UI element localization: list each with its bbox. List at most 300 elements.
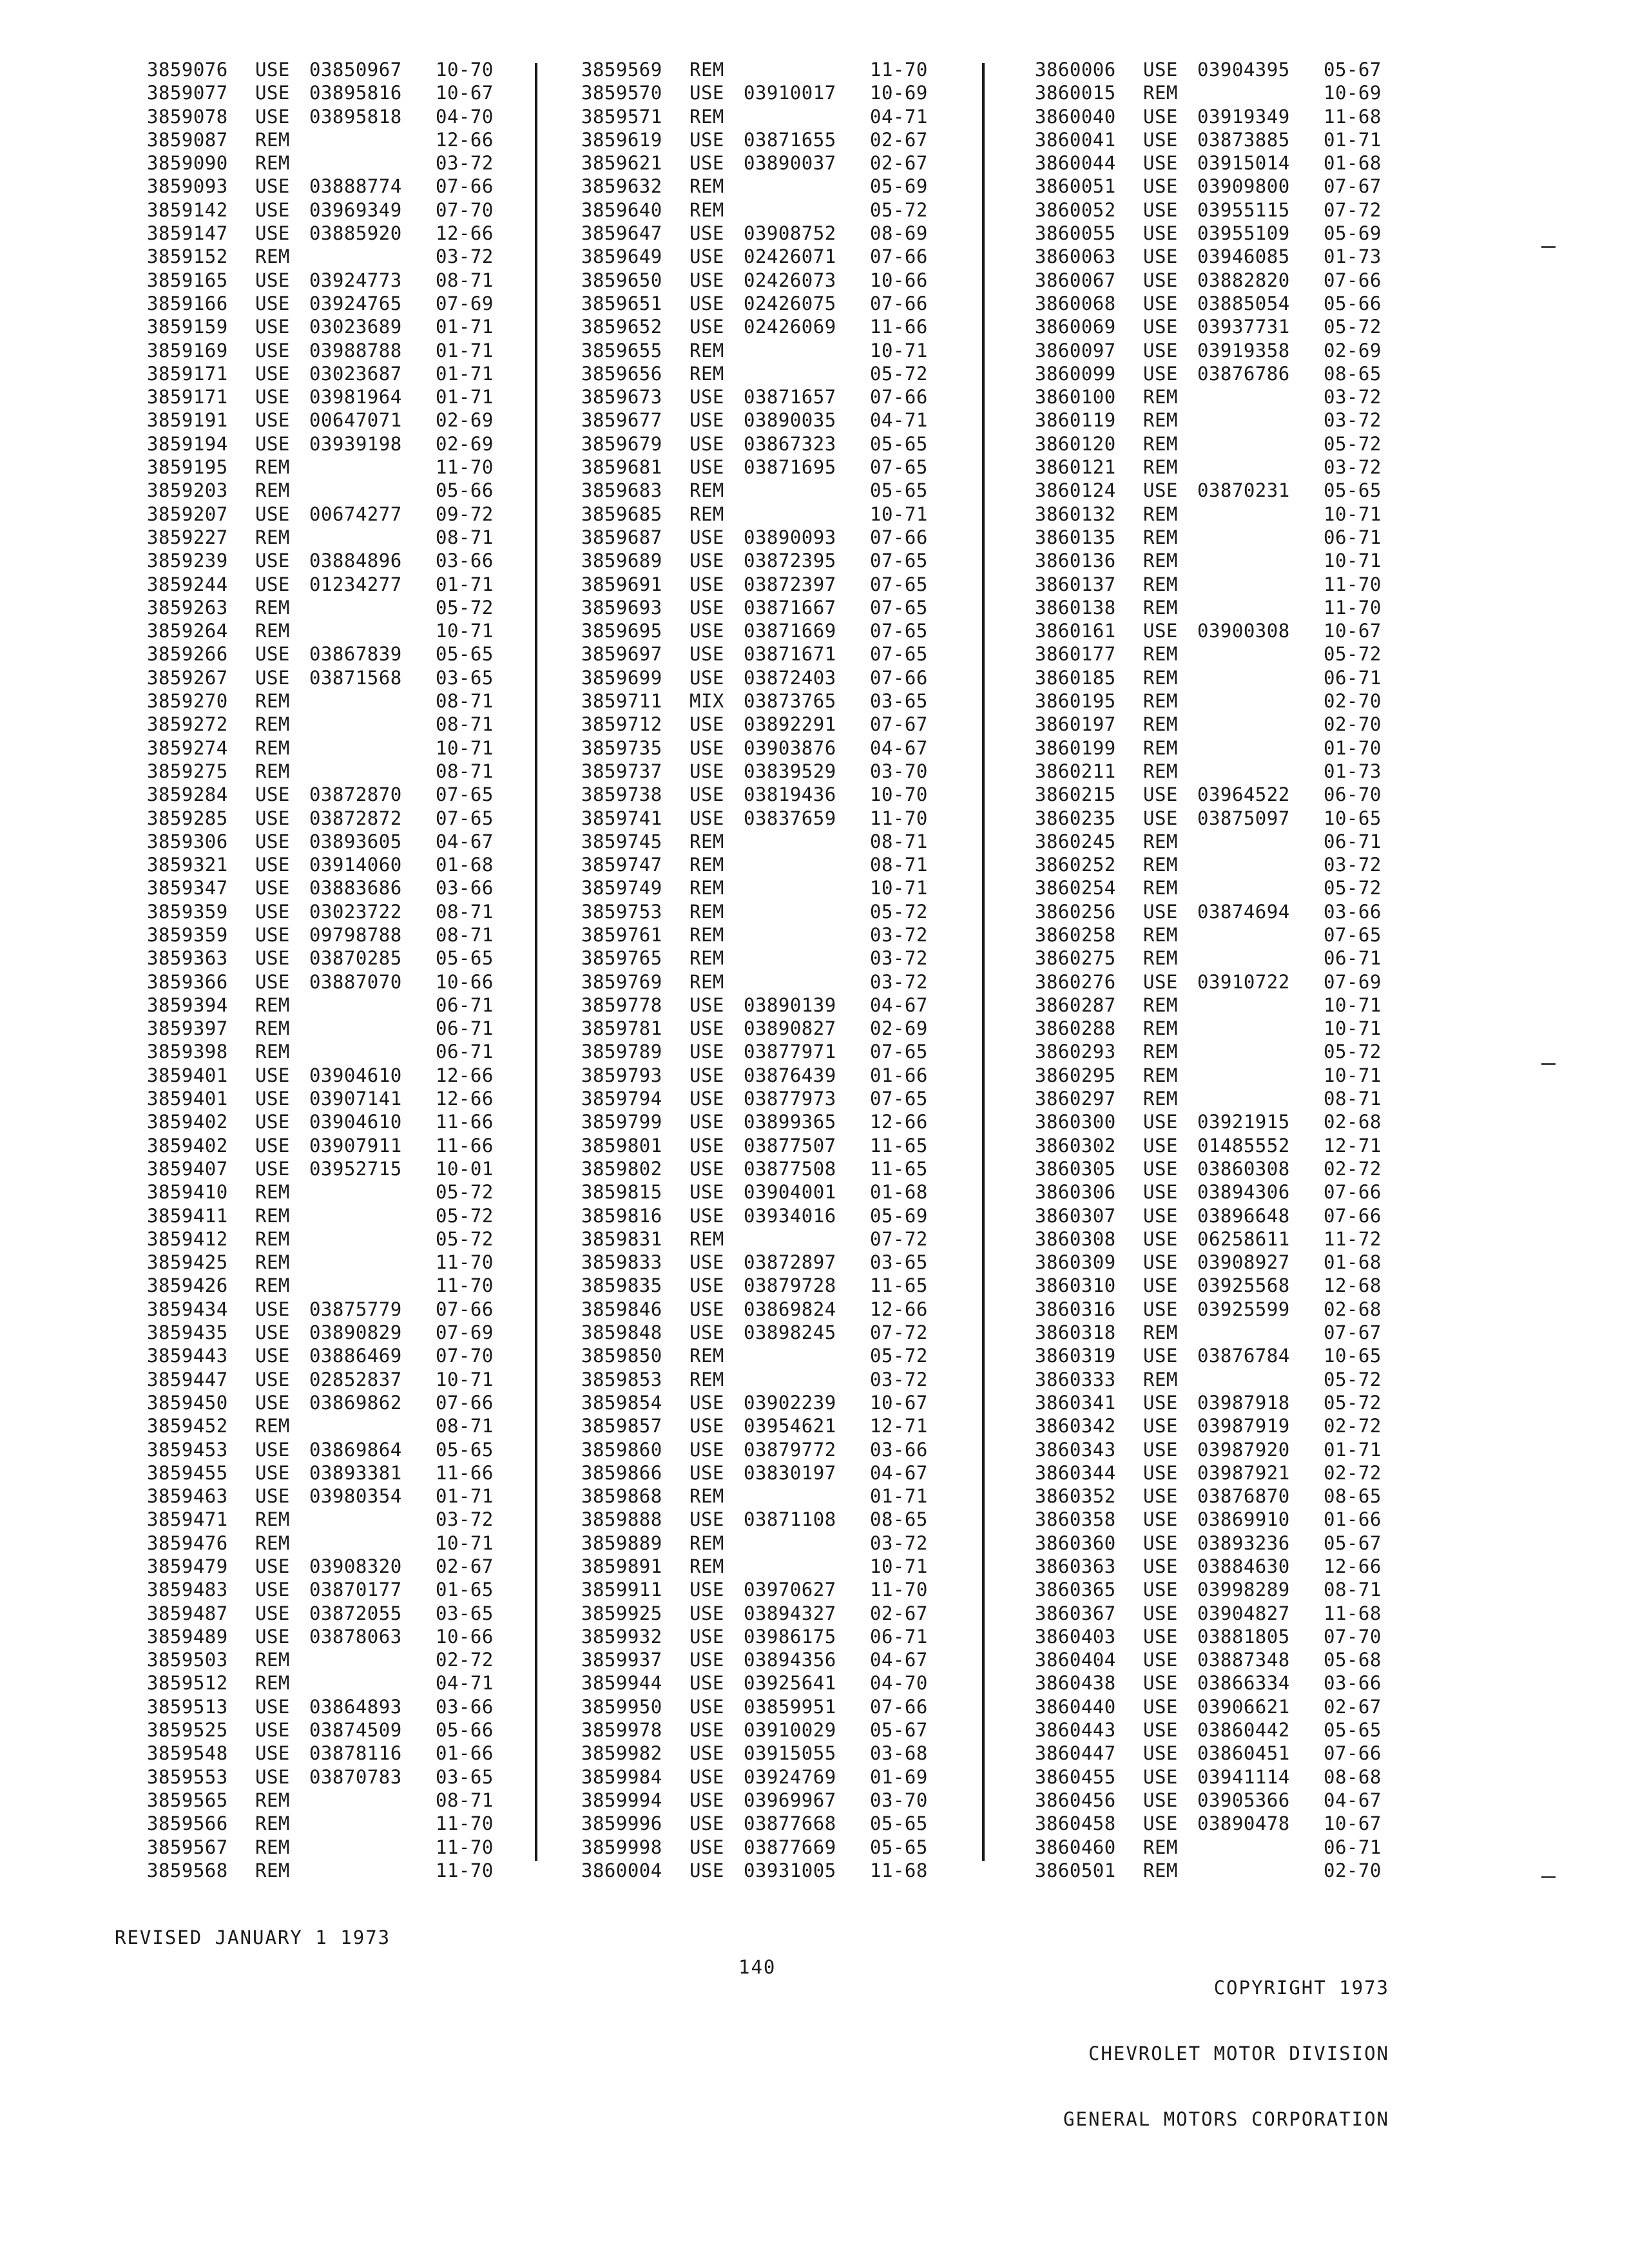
effective-date: 03-66 bbox=[436, 877, 494, 899]
action-code: USE bbox=[689, 1672, 724, 1695]
effective-date: 04-67 bbox=[870, 994, 928, 1016]
parts-row bbox=[1035, 1344, 1473, 1367]
parts-row bbox=[147, 269, 585, 292]
effective-date: 06-71 bbox=[1324, 666, 1382, 689]
replacement-part: 00647071 bbox=[309, 409, 402, 432]
replacement-part: 03919358 bbox=[1197, 339, 1290, 361]
parts-row bbox=[147, 408, 585, 432]
action-code: USE bbox=[1143, 1719, 1178, 1742]
action-code: REM bbox=[255, 456, 290, 479]
effective-date: 10-67 bbox=[436, 82, 494, 104]
part-number: 3859077 bbox=[147, 82, 228, 104]
effective-date: 07-72 bbox=[870, 1227, 928, 1250]
parts-row bbox=[147, 1227, 585, 1251]
effective-date: 02-70 bbox=[1324, 690, 1382, 713]
part-number: 3860305 bbox=[1035, 1157, 1116, 1180]
action-code: USE bbox=[1143, 1415, 1178, 1437]
part-number: 3859911 bbox=[581, 1579, 662, 1601]
parts-row bbox=[581, 1578, 1019, 1601]
parts-row bbox=[147, 1251, 585, 1274]
replacement-part: 03878116 bbox=[309, 1742, 402, 1765]
part-number: 3859996 bbox=[581, 1812, 662, 1835]
parts-row bbox=[147, 362, 585, 385]
parts-row bbox=[1035, 151, 1473, 175]
action-code: USE bbox=[1143, 1204, 1178, 1227]
part-number: 3860288 bbox=[1035, 1017, 1116, 1040]
part-number: 3859090 bbox=[147, 152, 228, 175]
effective-date: 01-71 bbox=[436, 316, 494, 338]
replacement-part: 03878063 bbox=[309, 1625, 402, 1648]
effective-date: 05-72 bbox=[1324, 316, 1382, 338]
action-code: REM bbox=[689, 900, 724, 923]
action-code: USE bbox=[689, 1719, 724, 1742]
effective-date: 03-70 bbox=[870, 1789, 928, 1811]
copyright-line: COPYRIGHT 1973 bbox=[1213, 1977, 1389, 1999]
parts-row bbox=[581, 479, 1019, 502]
parts-row bbox=[147, 151, 585, 175]
parts-row bbox=[1035, 1180, 1473, 1204]
effective-date: 03-72 bbox=[870, 1532, 928, 1554]
part-number: 3859651 bbox=[581, 292, 662, 314]
part-number: 3859712 bbox=[581, 713, 662, 736]
part-number: 3859264 bbox=[147, 620, 228, 642]
replacement-part: 03904001 bbox=[744, 1181, 836, 1204]
part-number: 3860069 bbox=[1035, 316, 1116, 338]
replacement-part: 03937731 bbox=[1197, 316, 1290, 338]
action-code: USE bbox=[255, 222, 290, 245]
part-number: 3860041 bbox=[1035, 128, 1116, 151]
action-code: REM bbox=[689, 923, 724, 946]
part-number: 3860342 bbox=[1035, 1415, 1116, 1437]
effective-date: 03-66 bbox=[1324, 900, 1382, 923]
effective-date: 11-65 bbox=[870, 1134, 928, 1157]
replacement-part: 03908927 bbox=[1197, 1251, 1290, 1274]
effective-date: 07-66 bbox=[870, 292, 928, 314]
part-number: 3860099 bbox=[1035, 362, 1116, 385]
part-number: 3859270 bbox=[147, 690, 228, 713]
parts-row bbox=[1035, 596, 1473, 619]
replacement-part: 03879728 bbox=[744, 1274, 836, 1297]
part-number: 3860055 bbox=[1035, 222, 1116, 245]
action-code: USE bbox=[1143, 783, 1178, 806]
part-number: 3859994 bbox=[581, 1789, 662, 1811]
effective-date: 07-66 bbox=[436, 1298, 494, 1320]
action-code: USE bbox=[689, 1836, 724, 1858]
effective-date: 11-70 bbox=[436, 1836, 494, 1858]
parts-row bbox=[581, 128, 1019, 151]
replacement-part: 03890478 bbox=[1197, 1812, 1290, 1835]
part-number: 3859656 bbox=[581, 362, 662, 385]
parts-row bbox=[147, 1789, 585, 1812]
part-number: 3859566 bbox=[147, 1812, 228, 1835]
parts-column-1 bbox=[147, 58, 585, 1882]
parts-row bbox=[1035, 1064, 1473, 1087]
effective-date: 10-66 bbox=[870, 269, 928, 291]
replacement-part: 03910017 bbox=[744, 82, 836, 104]
parts-row bbox=[1035, 853, 1473, 876]
replacement-part: 03830197 bbox=[744, 1461, 836, 1484]
replacement-part: 03876786 bbox=[1197, 362, 1290, 385]
part-number: 3859548 bbox=[147, 1742, 228, 1765]
part-number: 3860276 bbox=[1035, 970, 1116, 993]
action-code: USE bbox=[1143, 807, 1178, 829]
part-number: 3859846 bbox=[581, 1298, 662, 1320]
action-code: REM bbox=[1143, 596, 1178, 619]
effective-date: 07-67 bbox=[1324, 1321, 1382, 1344]
replacement-part: 03875097 bbox=[1197, 807, 1290, 829]
parts-row bbox=[581, 1251, 1019, 1274]
action-code: USE bbox=[1143, 1391, 1178, 1414]
part-number: 3860135 bbox=[1035, 526, 1116, 548]
part-number: 3859789 bbox=[581, 1041, 662, 1063]
replacement-part: 03864893 bbox=[309, 1695, 402, 1718]
action-code: USE bbox=[255, 1719, 290, 1742]
replacement-part: 03915014 bbox=[1197, 152, 1290, 175]
part-number: 3859087 bbox=[147, 128, 228, 151]
replacement-part: 03905366 bbox=[1197, 1789, 1290, 1811]
parts-row bbox=[581, 1859, 1019, 1882]
effective-date: 10-71 bbox=[870, 503, 928, 525]
effective-date: 01-66 bbox=[1324, 1508, 1382, 1531]
action-code: REM bbox=[255, 1789, 290, 1811]
effective-date: 12-71 bbox=[870, 1415, 928, 1437]
parts-row bbox=[581, 1485, 1019, 1508]
effective-date: 05-72 bbox=[870, 362, 928, 385]
parts-row bbox=[581, 58, 1019, 81]
effective-date: 03-65 bbox=[436, 666, 494, 689]
replacement-part: 03869910 bbox=[1197, 1508, 1290, 1531]
replacement-part: 03904827 bbox=[1197, 1602, 1290, 1624]
effective-date: 04-71 bbox=[436, 1672, 494, 1695]
parts-row bbox=[581, 1695, 1019, 1718]
part-number: 3859152 bbox=[147, 245, 228, 268]
effective-date: 10-71 bbox=[1324, 503, 1382, 525]
parts-row bbox=[147, 1812, 585, 1835]
replacement-part: 03819436 bbox=[744, 783, 836, 806]
replacement-part: 03871108 bbox=[744, 1508, 836, 1531]
effective-date: 11-66 bbox=[436, 1134, 494, 1157]
parts-row bbox=[147, 760, 585, 783]
parts-row bbox=[147, 573, 585, 596]
parts-row bbox=[581, 830, 1019, 853]
effective-date: 01-71 bbox=[436, 339, 494, 361]
effective-date: 10-65 bbox=[1324, 1345, 1382, 1367]
replacement-part: 02426069 bbox=[744, 316, 836, 338]
replacement-part: 03882820 bbox=[1197, 269, 1290, 291]
effective-date: 03-72 bbox=[1324, 409, 1382, 432]
part-number: 3860258 bbox=[1035, 923, 1116, 946]
replacement-part: 03900308 bbox=[1197, 620, 1290, 642]
parts-row bbox=[1035, 269, 1473, 292]
part-number: 3859932 bbox=[581, 1625, 662, 1648]
parts-row bbox=[147, 1134, 585, 1157]
effective-date: 02-72 bbox=[1324, 1415, 1382, 1437]
action-code: USE bbox=[255, 573, 290, 595]
effective-date: 12-66 bbox=[870, 1111, 928, 1133]
effective-date: 10-71 bbox=[870, 877, 928, 899]
action-code: REM bbox=[1143, 1368, 1178, 1390]
effective-date: 07-66 bbox=[870, 666, 928, 689]
part-number: 3860319 bbox=[1035, 1345, 1116, 1367]
action-code: USE bbox=[689, 1181, 724, 1204]
part-number: 3859769 bbox=[581, 970, 662, 993]
part-number: 3859565 bbox=[147, 1789, 228, 1811]
replacement-part: 03872055 bbox=[309, 1602, 402, 1624]
parts-row bbox=[1035, 1110, 1473, 1133]
part-number: 3859483 bbox=[147, 1579, 228, 1601]
part-number: 3859982 bbox=[581, 1742, 662, 1765]
parts-row bbox=[1035, 1789, 1473, 1812]
replacement-part: 03919349 bbox=[1197, 105, 1290, 128]
parts-row bbox=[147, 923, 585, 947]
action-code: USE bbox=[689, 1321, 724, 1344]
action-code: REM bbox=[1143, 526, 1178, 548]
action-code: USE bbox=[255, 1345, 290, 1367]
effective-date: 07-70 bbox=[1324, 1625, 1382, 1648]
parts-row bbox=[147, 619, 585, 642]
part-number: 3859650 bbox=[581, 269, 662, 291]
part-number: 3860063 bbox=[1035, 245, 1116, 268]
part-number: 3859284 bbox=[147, 783, 228, 806]
part-number: 3859227 bbox=[147, 526, 228, 548]
part-number: 3859833 bbox=[581, 1251, 662, 1274]
action-code: USE bbox=[689, 736, 724, 759]
effective-date: 02-69 bbox=[1324, 339, 1382, 361]
action-code: REM bbox=[1143, 666, 1178, 689]
action-code: USE bbox=[255, 59, 290, 81]
parts-row bbox=[147, 830, 585, 853]
action-code: USE bbox=[1143, 1649, 1178, 1671]
effective-date: 07-66 bbox=[1324, 269, 1382, 291]
part-number: 3860121 bbox=[1035, 456, 1116, 479]
parts-row bbox=[147, 1695, 585, 1718]
replacement-part: 02426073 bbox=[744, 269, 836, 291]
parts-row bbox=[147, 1204, 585, 1227]
parts-row bbox=[581, 1321, 1019, 1344]
part-number: 3859978 bbox=[581, 1719, 662, 1742]
replacement-part: 01234277 bbox=[309, 573, 402, 595]
effective-date: 01-70 bbox=[1324, 736, 1382, 759]
replacement-part: 03987921 bbox=[1197, 1461, 1290, 1484]
effective-date: 10-71 bbox=[1324, 994, 1382, 1016]
parts-row bbox=[147, 1344, 585, 1367]
action-code: REM bbox=[1143, 1088, 1178, 1110]
part-number: 3860044 bbox=[1035, 152, 1116, 175]
part-number: 3860120 bbox=[1035, 432, 1116, 455]
part-number: 3859306 bbox=[147, 830, 228, 852]
effective-date: 03-65 bbox=[870, 1251, 928, 1274]
action-code: USE bbox=[689, 1742, 724, 1765]
parts-row bbox=[1035, 339, 1473, 362]
action-code: USE bbox=[689, 1111, 724, 1133]
part-number: 3860455 bbox=[1035, 1765, 1116, 1788]
part-number: 3859471 bbox=[147, 1508, 228, 1531]
parts-row bbox=[1035, 1368, 1473, 1391]
part-number: 3859677 bbox=[581, 409, 662, 432]
effective-date: 07-66 bbox=[870, 1695, 928, 1718]
part-number: 3859203 bbox=[147, 479, 228, 502]
action-code: REM bbox=[255, 690, 290, 713]
action-code: USE bbox=[255, 1298, 290, 1320]
effective-date: 08-69 bbox=[870, 222, 928, 245]
parts-row bbox=[581, 1134, 1019, 1157]
part-number: 3860447 bbox=[1035, 1742, 1116, 1765]
part-number: 3859479 bbox=[147, 1555, 228, 1577]
action-code: USE bbox=[255, 877, 290, 899]
part-number: 3859868 bbox=[581, 1485, 662, 1508]
replacement-part: 03874694 bbox=[1197, 900, 1290, 923]
parts-row bbox=[581, 783, 1019, 806]
effective-date: 08-68 bbox=[1324, 1765, 1382, 1788]
effective-date: 07-69 bbox=[1324, 970, 1382, 993]
action-code: REM bbox=[689, 503, 724, 525]
replacement-part: 03871695 bbox=[744, 456, 836, 479]
parts-row bbox=[581, 1414, 1019, 1437]
parts-column-3 bbox=[1035, 58, 1473, 1882]
parts-row bbox=[1035, 1718, 1473, 1742]
parts-row bbox=[147, 713, 585, 736]
effective-date: 01-66 bbox=[870, 1064, 928, 1086]
action-code: USE bbox=[1143, 479, 1178, 502]
part-number: 3860293 bbox=[1035, 1041, 1116, 1063]
action-code: USE bbox=[255, 503, 290, 525]
parts-row bbox=[147, 596, 585, 619]
parts-row bbox=[581, 1648, 1019, 1671]
part-number: 3859402 bbox=[147, 1111, 228, 1133]
part-number: 3859401 bbox=[147, 1064, 228, 1086]
replacement-part: 03893381 bbox=[309, 1461, 402, 1484]
effective-date: 07-70 bbox=[436, 1345, 494, 1367]
part-number: 3859142 bbox=[147, 198, 228, 221]
parts-row bbox=[1035, 456, 1473, 479]
effective-date: 10-71 bbox=[436, 1368, 494, 1390]
action-code: REM bbox=[1143, 1859, 1178, 1881]
action-code: REM bbox=[689, 1227, 724, 1250]
action-code: USE bbox=[1143, 292, 1178, 314]
effective-date: 07-65 bbox=[870, 1041, 928, 1063]
action-code: REM bbox=[689, 1485, 724, 1508]
effective-date: 12-66 bbox=[870, 1298, 928, 1320]
action-code: USE bbox=[689, 994, 724, 1016]
part-number: 3860363 bbox=[1035, 1555, 1116, 1577]
parts-row bbox=[1035, 408, 1473, 432]
effective-date: 10-71 bbox=[1324, 1064, 1382, 1086]
parts-row bbox=[147, 1110, 585, 1133]
parts-row bbox=[1035, 1508, 1473, 1531]
parts-row bbox=[1035, 830, 1473, 853]
replacement-part: 03877668 bbox=[744, 1812, 836, 1835]
action-code: REM bbox=[1143, 1017, 1178, 1040]
action-code: USE bbox=[689, 807, 724, 829]
parts-row bbox=[147, 432, 585, 456]
action-code: USE bbox=[689, 1789, 724, 1811]
effective-date: 03-68 bbox=[870, 1742, 928, 1765]
part-number: 3859848 bbox=[581, 1321, 662, 1344]
parts-row bbox=[147, 1765, 585, 1789]
effective-date: 01-68 bbox=[1324, 152, 1382, 175]
part-number: 3859681 bbox=[581, 456, 662, 479]
effective-date: 05-65 bbox=[870, 1812, 928, 1835]
effective-date: 05-72 bbox=[436, 1227, 494, 1250]
action-code: USE bbox=[689, 386, 724, 408]
replacement-part: 03952715 bbox=[309, 1157, 402, 1180]
parts-row bbox=[581, 1274, 1019, 1297]
effective-date: 02-69 bbox=[436, 409, 494, 432]
parts-row bbox=[581, 994, 1019, 1017]
action-code: REM bbox=[255, 1812, 290, 1835]
action-code: REM bbox=[255, 713, 290, 736]
parts-row bbox=[1035, 900, 1473, 923]
action-code: USE bbox=[255, 105, 290, 128]
replacement-part: 03924773 bbox=[309, 269, 402, 291]
effective-date: 02-67 bbox=[436, 1555, 494, 1577]
action-code: USE bbox=[689, 620, 724, 642]
copyright-line: CHEVROLET MOTOR DIVISION bbox=[1088, 2042, 1389, 2064]
action-code: USE bbox=[1143, 339, 1178, 361]
action-code: USE bbox=[689, 1251, 724, 1274]
part-number: 3860161 bbox=[1035, 620, 1116, 642]
parts-row bbox=[147, 1836, 585, 1859]
parts-row bbox=[581, 222, 1019, 245]
parts-row bbox=[1035, 876, 1473, 899]
action-code: USE bbox=[1143, 1298, 1178, 1320]
part-number: 3859359 bbox=[147, 900, 228, 923]
part-number: 3860501 bbox=[1035, 1859, 1116, 1881]
effective-date: 08-71 bbox=[870, 830, 928, 852]
part-number: 3859735 bbox=[581, 736, 662, 759]
action-code: USE bbox=[255, 1602, 290, 1624]
effective-date: 07-66 bbox=[870, 386, 928, 408]
parts-row bbox=[581, 1298, 1019, 1321]
action-code: USE bbox=[689, 760, 724, 782]
effective-date: 05-72 bbox=[436, 1181, 494, 1204]
part-number: 3859741 bbox=[581, 807, 662, 829]
parts-row bbox=[581, 1064, 1019, 1087]
effective-date: 10-71 bbox=[870, 1555, 928, 1577]
parts-row bbox=[581, 362, 1019, 385]
action-code: USE bbox=[1143, 105, 1178, 128]
action-code: USE bbox=[1143, 1461, 1178, 1484]
part-number: 3860360 bbox=[1035, 1532, 1116, 1554]
replacement-part: 03839529 bbox=[744, 760, 836, 782]
effective-date: 03-72 bbox=[436, 1508, 494, 1531]
action-code: REM bbox=[1143, 877, 1178, 899]
parts-row bbox=[581, 408, 1019, 432]
parts-row bbox=[1035, 1157, 1473, 1180]
part-number: 3860275 bbox=[1035, 947, 1116, 970]
part-number: 3859655 bbox=[581, 339, 662, 361]
replacement-part: 03980354 bbox=[309, 1485, 402, 1508]
effective-date: 03-66 bbox=[436, 550, 494, 572]
action-code: REM bbox=[689, 175, 724, 198]
parts-row bbox=[147, 1555, 585, 1578]
parts-row bbox=[1035, 642, 1473, 666]
replacement-part: 03921915 bbox=[1197, 1111, 1290, 1133]
part-number: 3860316 bbox=[1035, 1298, 1116, 1320]
action-code: USE bbox=[689, 1017, 724, 1040]
replacement-part: 03895816 bbox=[309, 82, 402, 104]
action-code: USE bbox=[689, 1064, 724, 1086]
parts-row bbox=[1035, 385, 1473, 408]
replacement-part: 03859951 bbox=[744, 1695, 836, 1718]
part-number: 3860460 bbox=[1035, 1836, 1116, 1858]
action-code: USE bbox=[689, 409, 724, 432]
effective-date: 01-65 bbox=[436, 1579, 494, 1601]
parts-row bbox=[581, 947, 1019, 970]
effective-date: 08-71 bbox=[436, 526, 494, 548]
effective-date: 04-71 bbox=[870, 409, 928, 432]
part-number: 3859685 bbox=[581, 503, 662, 525]
